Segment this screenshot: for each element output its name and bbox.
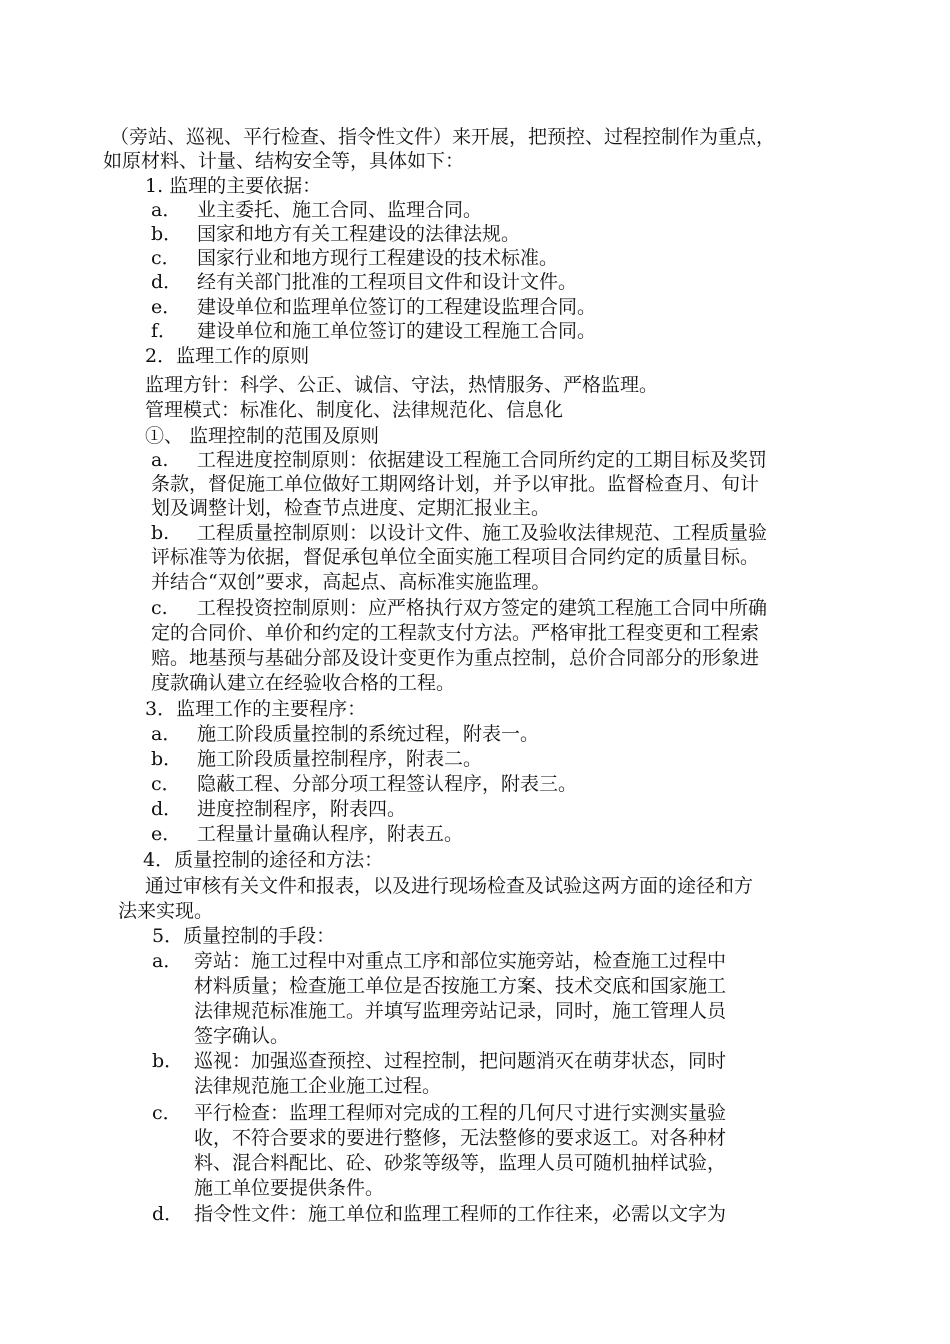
basis-item-text: 国家和地方有关工程建设的法律法规。 (197, 223, 521, 245)
basis-item-c (151, 246, 558, 270)
procedure-item-c (151, 772, 577, 796)
principle-label: c. (151, 597, 168, 619)
procedure-label: e． (151, 823, 182, 845)
procedure-label: b． (151, 748, 183, 770)
means-item-d-label: d． (152, 1203, 184, 1225)
means-item-a-label: a． (152, 950, 183, 972)
basis-item-text: 建设单位和施工单位签订的建设工程施工合同。 (197, 320, 597, 342)
principle-text: 工程进度控制原则：依据建设工程施工合同所约定的工期目标及奖罚 (197, 449, 768, 471)
procedure-item-d (151, 797, 406, 821)
basis-item-text: 经有关部门批准的工程项目文件和设计文件。 (197, 271, 578, 293)
procedure-item-a (151, 722, 539, 746)
section-3-heading: 3．监理工作的主要程序： (145, 698, 367, 720)
management-mode: 管理模式：标准化、制度化、法律规范化、信息化 (145, 399, 564, 421)
procedure-label: a． (151, 723, 182, 745)
principle-c-line-3: 赔。地基预与基础分部及设计变更作为重点控制，总价合同部分的形象进 (151, 647, 760, 669)
basis-item-a (151, 198, 482, 222)
section-5-heading: 5．质量控制的手段： (152, 925, 336, 947)
principle-b-line-1 (151, 521, 767, 545)
means-item-a-line-4: 签字确认。 (194, 1025, 290, 1047)
intro-line-2: 如原材料、计量、结构安全等，具体如下： (103, 150, 465, 172)
means-item-b-label: b． (152, 1050, 184, 1072)
intro-line-1: （旁站、巡视、平行检查、指令性文件）来开展，把预控、过程控制作为重点， (110, 126, 776, 148)
means-item-a-line-1: 旁站：施工过程中对重点工序和部位实施旁站，检查施工过程中 (194, 950, 727, 972)
means-item-c-line-4: 施工单位要提供条件。 (194, 1177, 385, 1199)
basis-item-text: 建设单位和监理单位签订的工程建设监理合同。 (197, 296, 597, 318)
means-item-c-line-3: 料、混合料配比、砼、砂浆等级等，监理人员可随机抽样试验， (194, 1152, 727, 1174)
basis-item-d (151, 270, 577, 294)
principle-text: 工程质量控制原则：以设计文件、施工及验收法律规范、工程质量验 (197, 522, 768, 544)
basis-item-label: f． (151, 320, 178, 342)
means-item-d-line-1: 指令性文件：施工单位和监理工程师的工作往来，必需以文字为 (194, 1203, 727, 1225)
principle-a-line-1 (151, 448, 869, 472)
principle-a-line-3: 划及调整计划，检查节点进度、定期汇报业主。 (151, 497, 551, 519)
approach-line-2: 法来实现。 (118, 900, 214, 922)
procedure-label: d． (151, 798, 183, 820)
section-4-heading: 4．质量控制的途径和方法： (143, 849, 384, 871)
procedure-item-b (151, 747, 482, 771)
basis-item-e (151, 295, 596, 319)
principle-b-line-2: 评标准等为依据，督促承包单位全面实施工程项目合同约定的质量目标。 (151, 546, 760, 568)
means-item-b-line-2: 法律规范施工企业施工过程。 (194, 1075, 442, 1097)
approach-line-1: 通过审核有关文件和报表，以及进行现场检查及试验这两方面的途径和方 (145, 875, 754, 897)
scope-heading: ①、 监理控制的范围及原则 (145, 425, 380, 447)
means-item-b-line-1: 巡视：加强巡查预控、过程控制，把问题消灭在萌芽状态，同时 (194, 1050, 727, 1072)
basis-item-b (151, 222, 520, 246)
basis-item-text: 国家行业和地方现行工程建设的技术标准。 (197, 247, 559, 269)
principle-c-line-4: 度款确认建立在经验收合格的工程。 (151, 672, 456, 694)
supervision-policy: 监理方针：科学、公正、诚信、守法，热情服务、严格监理。 (145, 374, 659, 396)
principle-c-line-1 (151, 596, 767, 620)
procedure-text: 施工阶段质量控制程序，附表二。 (197, 748, 483, 770)
basis-item-f (151, 319, 596, 343)
basis-item-label: d． (151, 271, 183, 293)
principle-text: 工程投资控制原则：应严格执行双方签定的建筑工程施工合同中所确 (197, 597, 768, 619)
means-item-a-line-2: 材料质量；检查施工单位是否按施工方案、技术交底和国家施工 (194, 975, 727, 997)
procedure-item-e (151, 822, 463, 846)
procedure-text: 进度控制程序，附表四。 (197, 798, 407, 820)
procedure-label: c． (151, 773, 181, 795)
means-item-c-label: c． (152, 1102, 182, 1124)
means-item-c-line-2: 收，不符合要求的要进行整修，无法整修的要求返工。对各种材 (194, 1127, 727, 1149)
section-1-heading: 1. 监理的主要依据： (145, 175, 322, 197)
principle-label: a. (151, 449, 169, 471)
principle-label: b. (151, 522, 170, 544)
basis-item-label: a． (151, 199, 182, 221)
principle-c-line-2: 定的合同价、单价和约定的工程款支付方法。严格审批工程变更和工程索 (151, 622, 760, 644)
means-item-c-line-1: 平行检查：监理工程师对完成的工程的几何尺寸进行实测实量验 (194, 1102, 727, 1124)
procedure-text: 施工阶段质量控制的系统过程，附表一。 (197, 723, 540, 745)
procedure-text: 隐蔽工程、分部分项工程签认程序，附表三。 (197, 773, 578, 795)
basis-item-text: 业主委托、施工合同、监理合同。 (197, 199, 483, 221)
basis-item-label: e． (151, 296, 182, 318)
basis-item-label: b． (151, 223, 183, 245)
procedure-text: 工程量计量确认程序，附表五。 (197, 823, 464, 845)
basis-item-label: c． (151, 247, 181, 269)
principle-a-line-2: 条款，督促施工单位做好工期网络计划，并予以审批。监督检查月、旬计 (151, 473, 760, 495)
means-item-a-line-3: 法律规范标准施工。并填写监理旁站记录，同时，施工管理人员 (194, 1000, 727, 1022)
principle-b-line-3: 并结合“双创”要求，高起点、高标准实施监理。 (151, 571, 551, 593)
section-2-heading: 2．监理工作的原则 (145, 345, 310, 367)
